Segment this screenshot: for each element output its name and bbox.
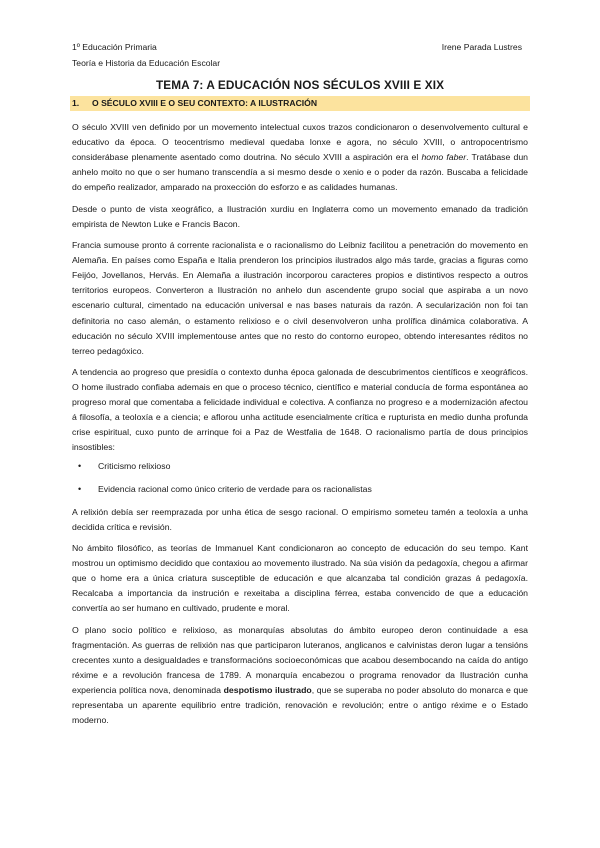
paragraph-3: Francia sumouse pronto á corrente racionalista e o racionalismo do Leibniz facilitou a penetración do movemento en Alemaña. En países como España e Italia prenderon los principios ilustrados algo más tarde, gracias a figuras como Feijóo, Jovellanos, Hervás. En Alemaña a ilustración incorporou caracteres propios e distintivos respecto a outros territorios europeos. Converteron a Ilustración no anhelo dun ascendente grupo social que aspiraba a un novo escenario cultural, cimentado na educación universal e nas bases naturais da razón. A secularización non foi tan definitoria no caso alemán, o estamento relixioso e o civil desenvolveron unha prolífica dinámica colaborativa. A educación no século XVIII implementouse antes que no resto do contorno europeo, obtendo interesantes réditos no terreo pedagóxico. [72,240,528,356]
page-title: TEMA 7: A EDUCACIÓN NOS SÉCULOS XVIII E XIX [155,78,445,92]
principles-list [72,459,528,497]
bullet-icon: • [78,460,82,471]
paragraph-7-text-a: O plano socio político e relixioso, as monarquías absolutas do ámbito europeo deron continuidade a esa fragmentación. As guerras de relixión nas que participaron luteranos, anglicanos e calvinistas deron lugar a tensións crecentes xunto a desigualdades e transformacións socioeconómicas que acabou desembocando na caída do antigo réxime e a revolución francesa de 1789. A monarquía encabezou o programa renovador da Ilustración cunha experiencia política nova, denominada [72,624,528,696]
list-item-text: Criticismo relixioso [98,460,171,471]
bullet-icon: • [78,483,82,494]
paragraph-1-emphasis: homo faber [421,152,467,163]
list-item [72,459,528,474]
section-number: 1. [72,98,80,108]
paragraph-1-text-a: O século XVIII ven definido por un movemento intelectual cuxos trazos condicionaron o desenvolvemento cultural e educativo da época. O teocentrismo medieval quedaba lonxe e agora, no século XVIII, o antropocentrismo considerábase plenamente asentado como doutrina. No século XVIII a aspiración era el [72,122,528,163]
list-item [72,482,528,497]
header-course: 1º Educación Primaria [72,42,157,52]
header-subject: Teoría e Historia da Educación Escolar [72,58,221,68]
paragraph-7-text-b: , que se superaba no poder absoluto do monarca e que representaba un aparente equilibrio entre tradición, renovación e revolución; entre o antigo réxime e o Estado moderno. [72,685,529,726]
paragraph-1-text-b: . Tratábase dun anhelo moito no que o ser humano transcendía a si mesmo desde o xenio e o poder da razón. Buscaba a felicidade do empeño realizador, amparado na proxección do esforzo e as calidades humanas. [72,152,529,193]
paragraph-6: No ámbito filosófico, as teorías de Immanuel Kant condicionaron ao concepto de educación do seu tempo. Kant mostrou un optimismo decidido que contaxiou ao movemento ilustrado. Na súa visión da pedagoxía, chegou a afirmar que o home era a única criatura susceptible de educación e que alcanzaba tal condición grazas á pedagoxía. Recalcaba a importancia da instrución e rexeitaba a disciplina férrea, estaba convencido de que a educación convertía ao ser humano en cultivado, prudente e moral. [72,543,528,614]
paragraph-7-strong: despotismo ilustrado [223,685,312,696]
paragraph-2: Desde o punto de vista xeográfico, a Ilustración xurdiu en Inglaterra como un movemento emanado da tradición empirista de Newton Luke e Francis Bacon. [72,203,528,229]
list-item-text: Evidencia racional como único criterio de verdade para os racionalistas [98,483,372,494]
section-heading [70,96,530,111]
paragraph-4: A tendencia ao progreso que presidía o contexto dunha época galonada de descubrimentos científicos e xeográficos. O home ilustrado confiaba ademais en que o proceso técnico, científico e material conducía de forma espontánea ao progreso moral que comentaba a felicidade individual e colectiva. A confianza no progreso e a modernización afectou á filosofía, a teoloxía e a ciencia; e aflorou unha actitude esencialmente crítica e rupturista en medio dunha profunda crise espiritual, cuxo punto de arrinque foi a Paz de Westfalia de 1648. O racionalismo partía de dous principios insostibles: [72,366,528,453]
paragraph-7 [72,623,528,729]
header-author: Irene Parada Lustres [441,42,522,52]
paragraph-1 [72,120,528,195]
paragraph-5: A relixión debía ser reemprazada por unha ética de sesgo racional. O empirismo someteu tamén a teoloxía a unha decidida crítica e revisión. [72,506,528,532]
document-body [72,120,528,735]
section-title: O SÉCULO XVIII E O SEU CONTEXTO: A ILUSTRACIÓN [92,98,318,108]
